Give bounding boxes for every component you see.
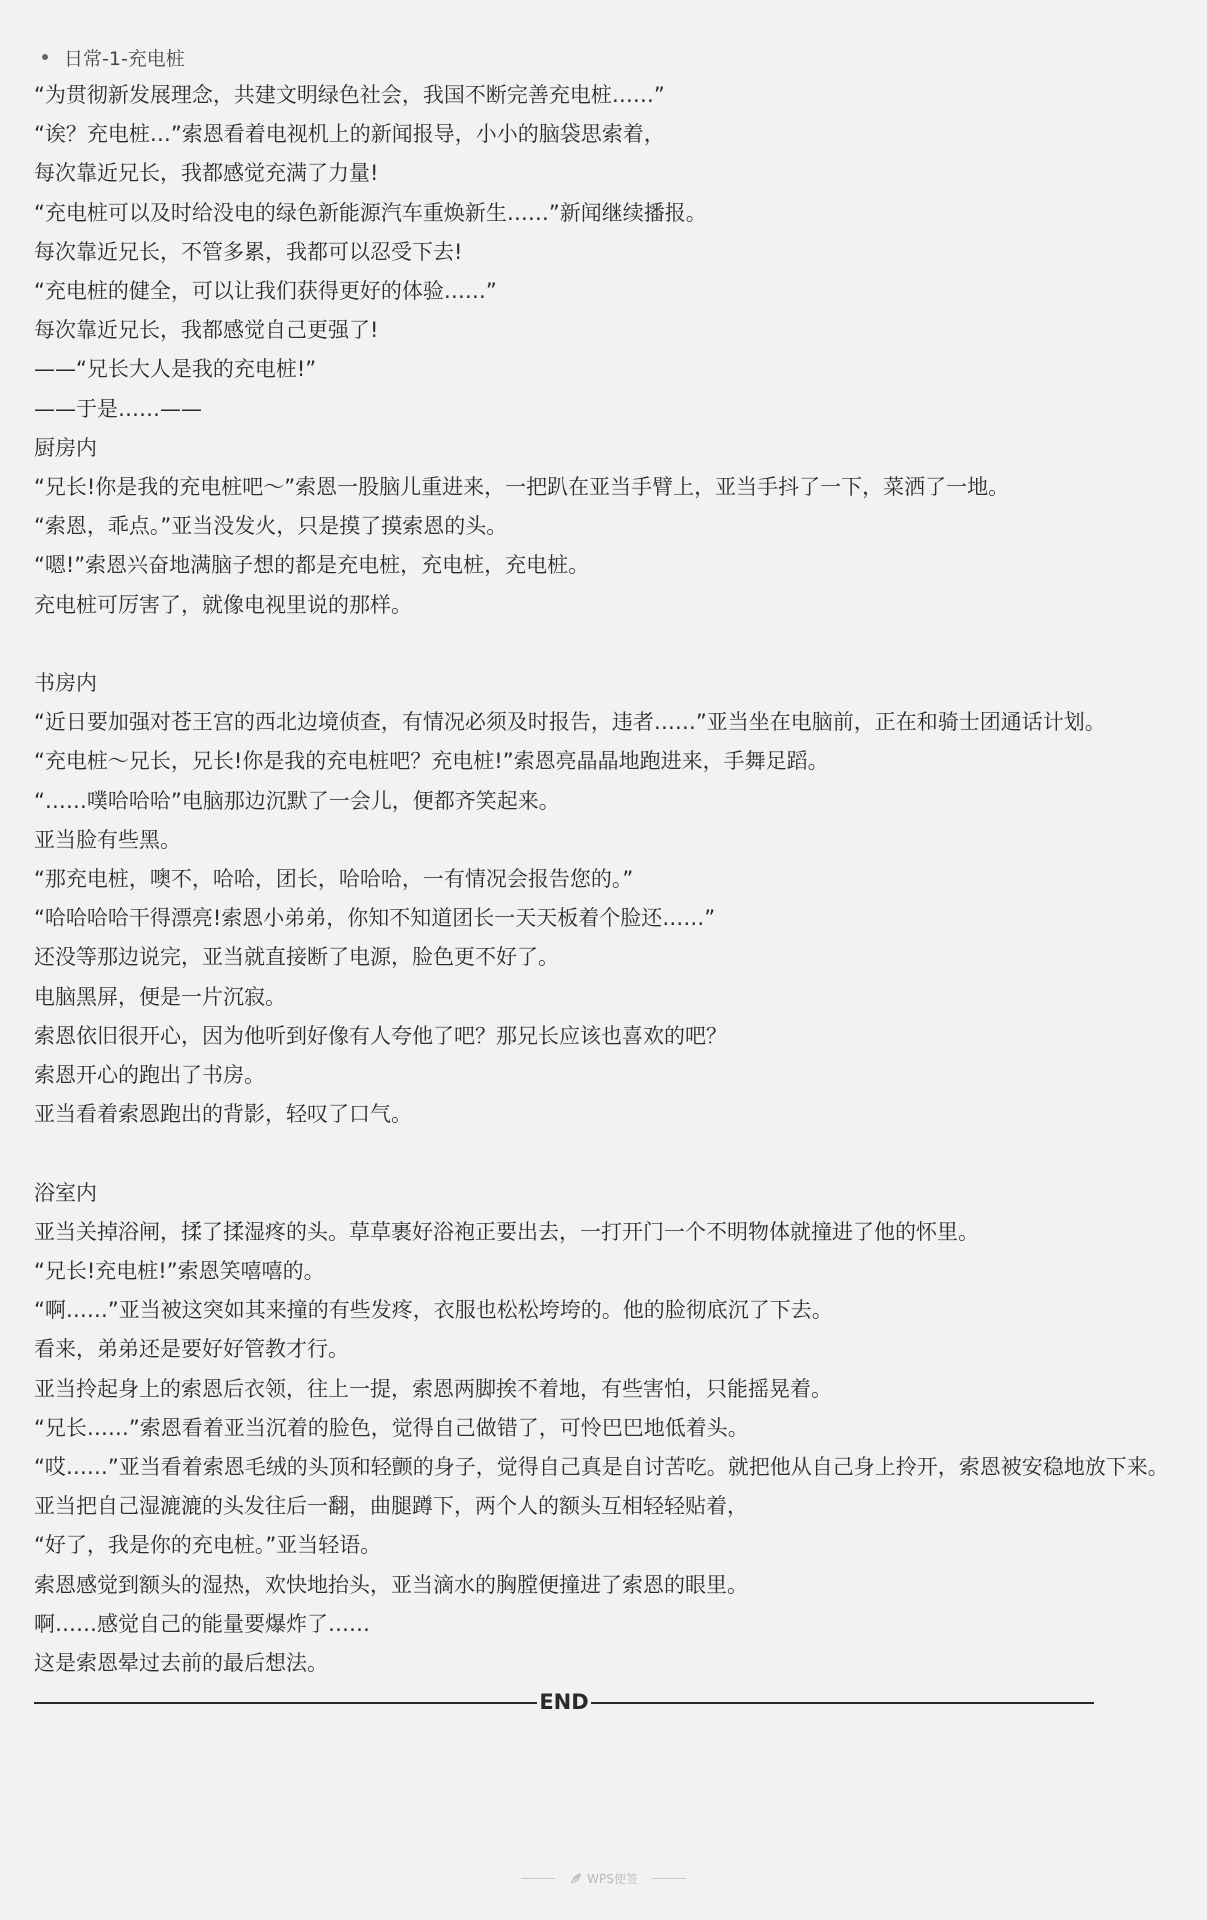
paragraph: 索恩感觉到额头的湿热，欢快地抬头，亚当滴水的胸膛便撞进了索恩的眼里。 xyxy=(34,1572,748,1597)
bullet-icon xyxy=(42,54,48,60)
blank-line xyxy=(34,625,1174,664)
paragraph: “近日要加强对苍王宫的西北边境侦查，有情况必须及时报告，违者……”亚当坐在电脑前，正在和骑士团通话计划。 xyxy=(34,710,1106,735)
paragraph: “哈哈哈哈干得漂亮!索恩小弟弟，你知不知道团长一天天板着个脸还……” xyxy=(34,906,716,931)
paragraph: 浴室内 xyxy=(34,1180,97,1205)
paragraph: “诶？充电桩…”索恩看着电视机上的新闻报导，小小的脑袋思索着， xyxy=(34,122,665,147)
paragraph: “兄长!你是我的充电桩吧～”索恩一股脑儿重进来，一把趴在亚当手臂上，亚当手抖了一下，菜洒了一地。 xyxy=(34,475,1010,500)
paragraph: “好了，我是你的充电桩。”亚当轻语。 xyxy=(34,1533,382,1558)
paragraph: ——于是……—— xyxy=(34,396,202,421)
note-title-row xyxy=(34,38,1174,76)
paragraph: 亚当关掉浴闸，揉了揉湿疼的头。草草裹好浴袍正要出去，一打开门一个不明物体就撞进了他的怀里。 xyxy=(34,1219,979,1244)
note-title: 日常-1-充电桩 xyxy=(64,47,185,70)
paragraph: “充电桩的健全，可以让我们获得更好的体验……” xyxy=(34,279,497,304)
paragraph: “啊……”亚当被这突如其来撞的有些发疼，衣服也松松垮垮的。他的脸彻底沉了下去。 xyxy=(34,1298,833,1323)
feather-icon xyxy=(569,1872,583,1886)
paragraph: 还没等那边说完，亚当就直接断了电源，脸色更不好了。 xyxy=(34,945,559,970)
paragraph: 每次靠近兄长，我都感觉自己更强了! xyxy=(34,318,379,343)
paragraph: 厨房内 xyxy=(34,435,97,460)
paragraph: “嗯!”索恩兴奋地满脑子想的都是充电桩，充电桩，充电桩。 xyxy=(34,553,590,578)
end-label: END xyxy=(539,1690,589,1715)
paragraph: 亚当看着索恩跑出的背影，轻叹了口气。 xyxy=(34,1102,412,1127)
end-rule-left xyxy=(34,1702,537,1704)
paragraph: 充电桩可厉害了，就像电视里说的那样。 xyxy=(34,592,412,617)
paragraph: ——“兄长大人是我的充电桩!” xyxy=(34,357,317,382)
paragraph: 亚当脸有些黑。 xyxy=(34,827,181,852)
paragraph: 啊……感觉自己的能量要爆炸了…… xyxy=(34,1611,370,1636)
blank-line xyxy=(34,1134,1174,1173)
footer-brand: WPS便签 xyxy=(587,1872,638,1886)
note-body xyxy=(34,38,1174,1723)
paragraph: 电脑黑屏，便是一片沉寂。 xyxy=(34,984,286,1009)
paragraph: 亚当拎起身上的索恩后衣领，往上一提，索恩两脚挨不着地，有些害怕，只能摇晃着。 xyxy=(34,1376,832,1401)
paragraph: “兄长!充电桩!”索恩笑嘻嘻的。 xyxy=(34,1259,325,1284)
paragraph: “兄长……”索恩看着亚当沉着的脸色，觉得自己做错了，可怜巴巴地低着头。 xyxy=(34,1415,749,1440)
paragraph: “……噗哈哈哈”电脑那边沉默了一会儿，便都齐笑起来。 xyxy=(34,788,560,813)
paragraph: “为贯彻新发展理念，共建文明绿色社会，我国不断完善充电桩……” xyxy=(34,83,665,107)
story-paragraphs xyxy=(34,76,1174,1683)
paragraph: “充电桩可以及时给没电的绿色新能源汽车重焕新生……”新闻继续播报。 xyxy=(34,200,707,225)
footer-dash-left xyxy=(521,1878,555,1879)
paragraph: 这是索恩晕过去前的最后想法。 xyxy=(34,1651,328,1676)
paragraph: “那充电桩，噢不，哈哈，团长，哈哈哈，一有情况会报告您的。” xyxy=(34,867,634,892)
paragraph: 索恩依旧很开心，因为他听到好像有人夸他了吧？那兄长应该也喜欢的吧？ xyxy=(34,1023,727,1048)
paragraph: “哎……”亚当看着索恩毛绒的头顶和轻颤的身子，觉得自己真是自讨苦吃。就把他从自己身上拎开，索恩被安稳地放下来。亚当把自己湿漉漉的头发往后一翻，曲腿蹲下，两个人的额头互相轻轻贴着， xyxy=(34,1455,1169,1519)
paragraph: 每次靠近兄长，我都感觉充满了力量! xyxy=(34,161,379,186)
paragraph: 索恩开心的跑出了书房。 xyxy=(34,1063,265,1088)
paragraph: 书房内 xyxy=(34,671,97,696)
end-divider xyxy=(34,1683,1094,1722)
paragraph: 看来，弟弟还是要好好管教才行。 xyxy=(34,1337,349,1362)
footer-watermark xyxy=(0,1870,1207,1887)
footer-dash-right xyxy=(652,1878,686,1879)
paragraph: 每次靠近兄长，不管多累，我都可以忍受下去! xyxy=(34,239,463,264)
paragraph: “索恩，乖点。”亚当没发火，只是摸了摸索恩的头。 xyxy=(34,514,508,539)
end-rule-right xyxy=(591,1702,1094,1704)
paragraph: “充电桩～兄长，兄长!你是我的充电桩吧？充电桩!”索恩亮晶晶地跑进来，手舞足蹈。 xyxy=(34,749,829,774)
